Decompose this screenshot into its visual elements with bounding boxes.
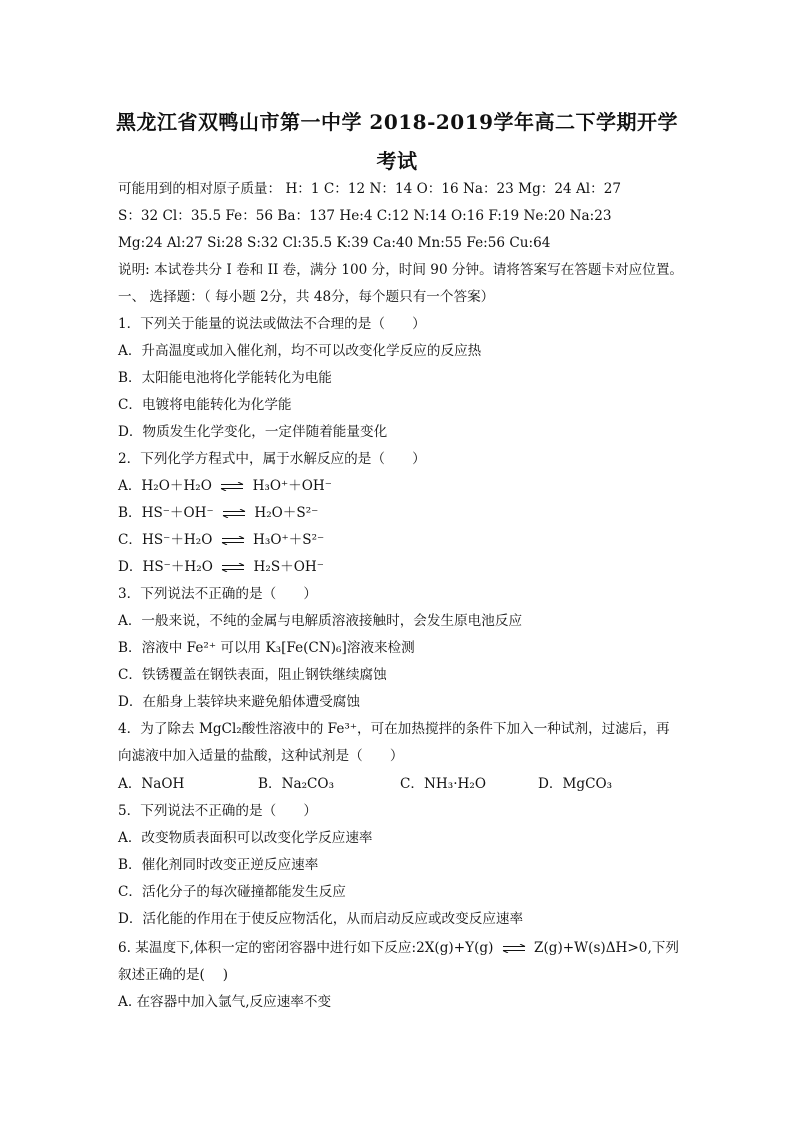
q2-option-c	[118, 531, 324, 549]
q3-option-c: C．铁锈覆盖在钢铁表面，阻止钢铁继续腐蚀	[118, 667, 387, 683]
q6-option-a: A. 在容器中加入氩气,反应速率不变	[118, 994, 332, 1010]
q3-option-a: A．一般来说，不纯的金属与电解质溶液接触时，会发生原电池反应	[118, 613, 523, 629]
equilibrium-arrow-icon	[221, 536, 245, 545]
q3-option-b: B．溶液中 Fe²⁺ 可以用 K₃[Fe(CN)₆]溶液来检测	[118, 640, 415, 656]
q2-c-left: C．HS⁻＋H₂O	[118, 532, 213, 548]
equilibrium-arrow-icon	[221, 563, 245, 572]
q2-c-right: H₃O⁺＋S²⁻	[253, 532, 325, 548]
q1-option-a: A．升高温度或加入催化剂，均不可以改变化学反应的反应热	[118, 343, 482, 359]
equilibrium-arrow-icon	[220, 482, 244, 491]
q6-stem-right: Z(g)+W(s)ΔH>0,下列	[534, 940, 679, 956]
section-heading: 一、 选择题：（ 每小题 2分，共 48分，每个题只有一个答案）	[118, 289, 495, 305]
instructions: 说明: 本试卷共分 I 卷和 II 卷，满分 100 分，时间 90 分钟。请将答案写在答题卡对应位置。	[118, 262, 684, 278]
q5-stem: 5．下列说法不正确的是（ ）	[118, 803, 317, 819]
q4-option-d: D．MgCO₃	[538, 776, 613, 792]
q2-option-d	[118, 558, 324, 576]
q5-option-a: A．改变物质表面积可以改变化学反应速率	[118, 830, 373, 846]
q5-option-b: B．催化剂同时改变正逆反应速率	[118, 857, 319, 873]
q4-option-b: B．Na₂CO₃	[258, 776, 335, 792]
q2-b-left: B．HS⁻＋OH⁻	[118, 505, 214, 521]
q2-option-a	[118, 477, 332, 495]
q2-d-right: H₂S＋OH⁻	[253, 559, 324, 575]
atomic-mass-line2: S：32 Cl：35.5 Fe：56 Ba：137 He:4 C:12 N:14 O:16 F:19 Ne:20 Na:23	[118, 208, 612, 224]
exam-title-line1: 黑龙江省双鸭山市第一中学 2018-2019学年高二下学期开学	[115, 110, 679, 134]
q2-stem: 2．下列化学方程式中，属于水解反应的是（ ）	[118, 451, 426, 467]
q2-a-left: A．H₂O＋H₂O	[118, 478, 212, 494]
q1-option-d: D．物质发生化学变化，一定伴随着能量变化	[118, 424, 388, 440]
q2-d-left: D．HS⁻＋H₂O	[118, 559, 213, 575]
exam-title-line2: 考试	[376, 149, 418, 173]
q5-option-d: D．活化能的作用在于使反应物活化，从而启动反应或改变反应速率	[118, 911, 524, 927]
q6-stem-left: 6. 某温度下,体积一定的密闭容器中进行如下反应:2X(g)+Y(g)	[118, 940, 494, 956]
q5-option-c: C．活化分子的每次碰撞都能发生反应	[118, 884, 346, 900]
q1-stem: 1．下列关于能量的说法或做法不合理的是（ ）	[118, 316, 426, 332]
q4-option-a: A．NaOH	[118, 776, 185, 792]
q3-stem: 3．下列说法不正确的是（ ）	[118, 586, 317, 602]
q4-option-c: C．NH₃·H₂O	[400, 776, 486, 792]
q2-a-right: H₃O⁺＋OH⁻	[252, 478, 332, 494]
q4-stem-line1: 4．为了除去 MgCl₂酸性溶液中的 Fe³⁺，可在加热搅拌的条件下加入一种试剂，过滤后，再	[118, 721, 670, 737]
equilibrium-arrow-icon	[222, 509, 246, 518]
q1-option-b: B．太阳能电池将化学能转化为电能	[118, 370, 332, 386]
q3-option-d: D．在船身上装锌块来避免船体遭受腐蚀	[118, 694, 360, 710]
equilibrium-arrow-icon	[502, 944, 526, 953]
q4-stem-line2: 向滤液中加入适量的盐酸，这种试剂是（ ）	[118, 748, 404, 764]
q6-stem-line2: 叙述正确的是( )	[118, 967, 229, 983]
q6-stem-line1	[118, 939, 679, 957]
q4-options-row	[118, 775, 612, 793]
q2-option-b	[118, 504, 318, 522]
atomic-mass-line1: 可能用到的相对原子质量： H：1 C：12 N：14 O：16 Na：23 Mg：24 Al：27	[118, 181, 622, 197]
q2-b-right: H₂O＋S²⁻	[254, 505, 319, 521]
q1-option-c: C．电镀将电能转化为化学能	[118, 397, 292, 413]
atomic-mass-line3: Mg:24 Al:27 Si:28 S:32 Cl:35.5 K:39 Ca:40 Mn:55 Fe:56 Cu:64	[118, 235, 551, 251]
